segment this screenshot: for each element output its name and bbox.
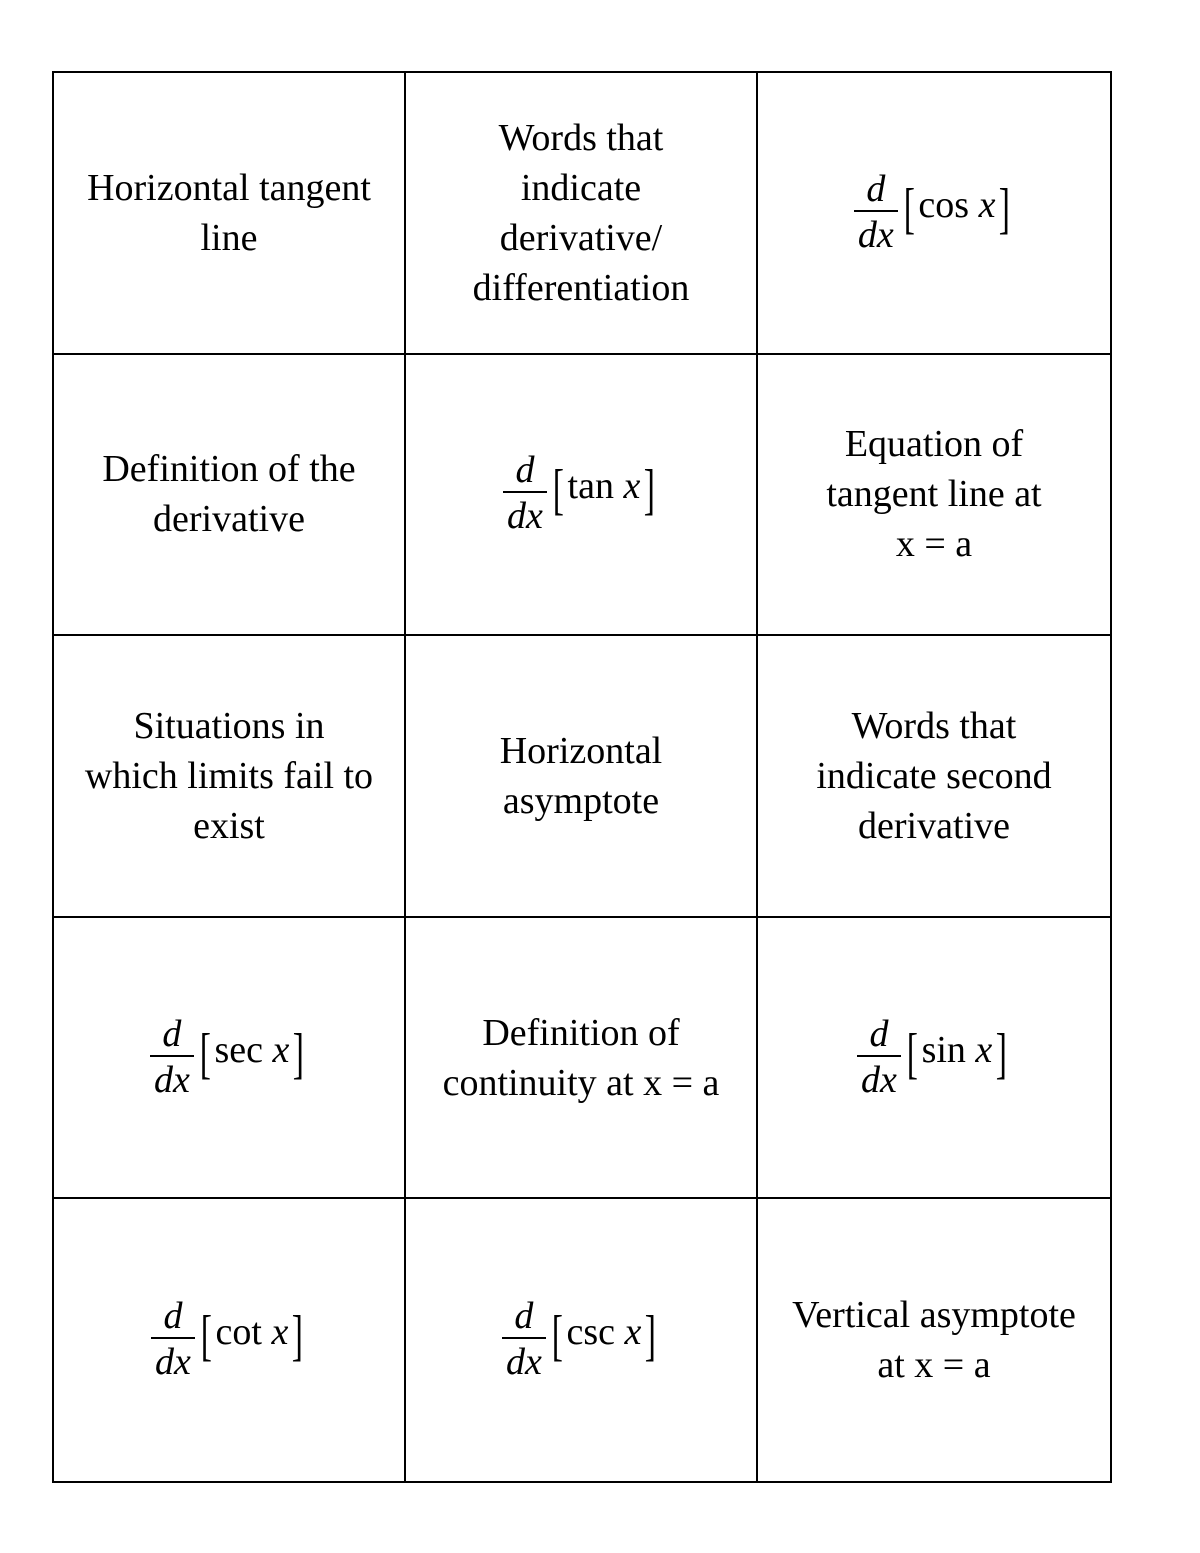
function-name: sin [921,1028,966,1071]
derivative-expression [857,1013,1011,1103]
close-bracket: ] [645,1305,657,1368]
function-variable: x [624,1311,642,1354]
function-expression [918,183,995,227]
open-bracket: [ [903,177,915,240]
fraction-denominator: dx [505,1341,542,1384]
function-name: tan [567,465,614,508]
fraction [151,1295,195,1385]
open-bracket: [ [552,459,564,522]
function-variable: x [271,1311,289,1354]
function-variable: x [978,183,996,226]
card-label: Definition of the derivative [102,448,356,541]
card-label: Words that indicate derivative/ differentiation [472,116,690,309]
card-label: Equation of tangent line at x = a [826,423,1042,566]
fraction-numerator: d [515,449,535,492]
card-label: Horizontal tangent line [87,166,371,259]
function-variable: x [975,1028,993,1071]
function-variable: x [272,1028,290,1071]
card-vertical-asymptote [758,1199,1110,1481]
function-expression [566,1310,641,1354]
card-horizontal-tangent [54,73,406,355]
flashcard-grid [52,71,1112,1483]
card-label: Definition of continuity at x = a [442,1011,720,1104]
card-limits-fail [54,636,406,918]
card-horizontal-asymptote [406,636,758,918]
fraction-numerator: d [163,1295,183,1338]
open-bracket: [ [199,1022,211,1085]
fraction [150,1013,194,1103]
close-bracket: ] [292,1305,304,1368]
fraction-numerator: d [162,1012,182,1055]
card-derivative-cos [758,73,1110,355]
fraction-denominator: dx [861,1058,897,1101]
fraction-denominator: dx [155,1341,191,1384]
fraction-denominator: dx [857,213,894,256]
open-bracket: [ [200,1305,212,1368]
function-expression [568,464,641,508]
card-label: Situations in which limits fail to exist [84,704,374,847]
card-continuity-definition [406,918,758,1200]
card-second-derivative-words [758,636,1110,918]
card-derivative-sec [54,918,406,1200]
card-derivative-definition [54,355,406,637]
card-derivative-csc [406,1199,758,1481]
close-bracket: ] [644,459,656,522]
function-name: cos [918,183,970,226]
fraction-numerator: d [866,167,886,210]
card-label: Horizontal asymptote [499,729,663,822]
derivative-expression [151,1295,307,1385]
card-derivative-words [406,73,758,355]
close-bracket: ] [996,1022,1008,1085]
derivative-expression [503,449,659,539]
fraction [502,1295,546,1385]
close-bracket: ] [293,1022,305,1085]
card-label: Words that indicate second derivative [816,704,1052,847]
close-bracket: ] [999,177,1011,240]
card-derivative-cot [54,1199,406,1481]
open-bracket: [ [906,1022,918,1085]
function-variable: x [623,465,641,508]
fraction-numerator: d [869,1012,889,1055]
derivative-expression [854,168,1014,258]
fraction [503,449,547,539]
fraction [857,1013,901,1103]
derivative-expression [502,1295,660,1385]
function-name: sec [214,1028,264,1071]
card-derivative-sin [758,918,1110,1200]
derivative-expression [150,1013,308,1103]
function-expression [214,1028,289,1072]
fraction-denominator: dx [153,1058,190,1101]
function-expression [922,1028,993,1072]
card-label: Vertical asymptote at x = a [792,1294,1076,1387]
function-name: csc [566,1311,616,1354]
fraction [854,168,898,258]
open-bracket: [ [551,1305,563,1368]
card-tangent-equation [758,355,1110,637]
fraction-numerator: d [514,1295,534,1338]
function-expression [216,1310,289,1354]
card-derivative-tan [406,355,758,637]
fraction-denominator: dx [507,495,543,538]
function-name: cot [215,1311,262,1354]
